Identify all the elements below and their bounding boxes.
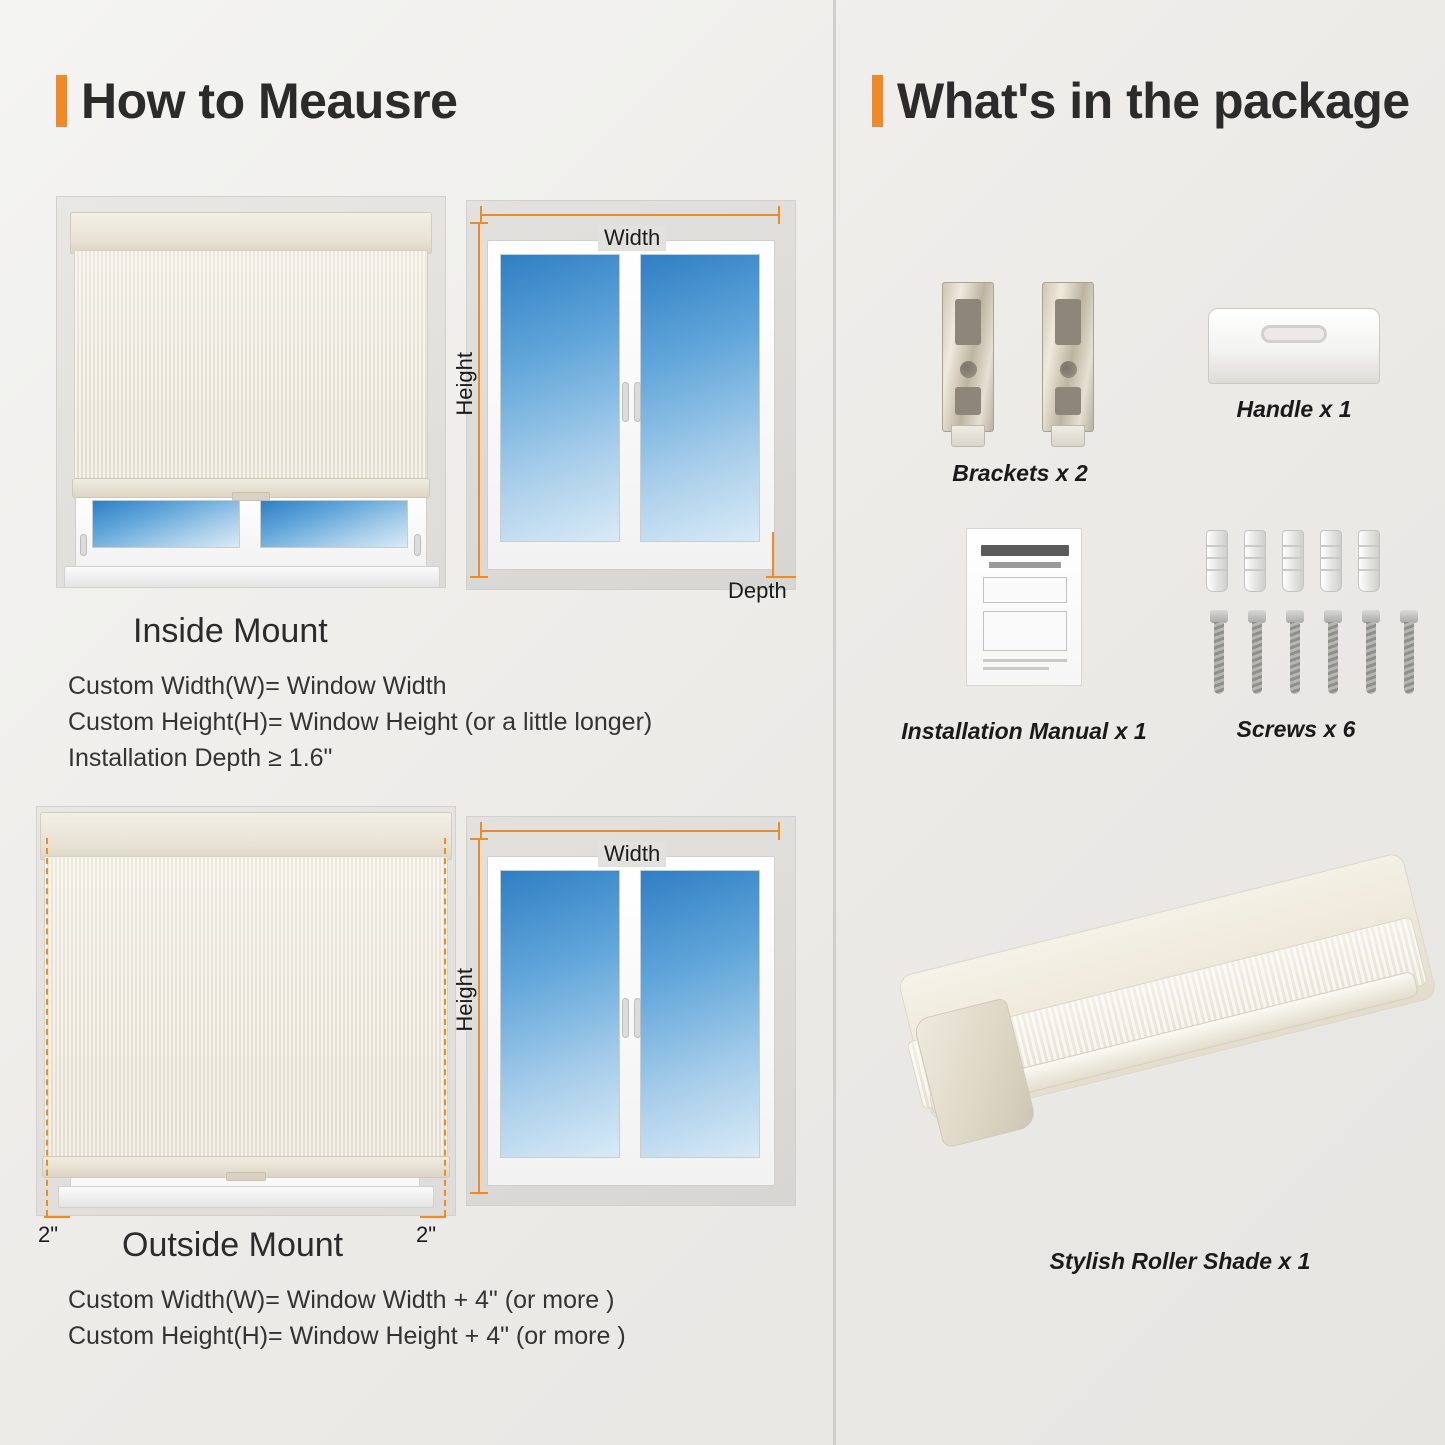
screw-icon: [1210, 610, 1228, 694]
outside-width-label: Width: [598, 841, 666, 867]
inside-mount-title: Inside Mount: [133, 612, 328, 650]
outside-width-line: [480, 830, 780, 832]
outside-measure-handle-left: [622, 998, 629, 1038]
overhang-guide-left: [46, 838, 48, 1216]
shade-fabric: [74, 250, 428, 482]
outside-width-tick-right: [778, 822, 780, 840]
outside-window-sill: [58, 1186, 434, 1208]
screw-icon-3: [1286, 610, 1304, 694]
window-handle-left: [80, 534, 87, 556]
height-tick-bottom: [470, 576, 488, 578]
wall-anchor-icon-4: [1320, 530, 1342, 592]
wall-anchor-icon-5: [1358, 530, 1380, 592]
depth-measure-line: [772, 532, 774, 578]
roller-shade-label: Stylish Roller Shade x 1: [1049, 1248, 1311, 1274]
shade-cassette: [70, 212, 432, 254]
handle-icon: [1208, 308, 1380, 384]
inside-spec-3: Installation Depth ≥ 1.6": [68, 744, 333, 772]
outside-measure-glass-left: [500, 870, 620, 1158]
height-measure-line: [478, 222, 480, 578]
screw-icon-6: [1400, 610, 1418, 694]
measure-handle-left: [622, 382, 629, 422]
window-glass-right: [260, 500, 408, 548]
overhang-label-left: 2": [38, 1222, 59, 1247]
brackets-label: Brackets x 2: [952, 460, 1088, 486]
measure-glass-left: [500, 254, 620, 542]
width-label: Width: [598, 225, 666, 251]
right-panel-heading: [872, 72, 1410, 130]
height-tick-top: [470, 222, 488, 224]
left-heading-label: How to Meausre: [81, 73, 458, 129]
bracket-icon: [942, 282, 994, 432]
depth-label: Depth: [728, 578, 787, 603]
screw-icon-4: [1324, 610, 1342, 694]
left-panel-heading: [56, 72, 457, 130]
window-glass-left: [92, 500, 240, 548]
outside-measure-handle-right: [634, 998, 641, 1038]
window-sill: [64, 566, 440, 588]
outside-spec-2: Custom Height(H)= Window Height + 4" (or more ): [68, 1322, 626, 1350]
bracket-icon-2: [1042, 282, 1094, 432]
wall-anchor-icon: [1206, 530, 1228, 592]
overhang-label-right: 2": [416, 1222, 437, 1247]
outside-height-tick-top: [470, 838, 488, 840]
outside-shade-fabric: [44, 856, 448, 1160]
inside-spec-1: Custom Width(W)= Window Width: [68, 672, 447, 700]
measure-glass-right: [640, 254, 760, 542]
panel-divider: [833, 0, 836, 1445]
width-tick-right: [778, 206, 780, 224]
outside-shade-pull-handle: [226, 1172, 266, 1181]
overhang-tick-right: [420, 1216, 446, 1218]
inside-spec-2: Custom Height(H)= Window Height (or a little longer): [68, 708, 653, 736]
manual-label: Installation Manual x 1: [901, 718, 1147, 744]
width-measure-line: [480, 214, 780, 216]
accent-bar-right: [872, 75, 883, 127]
overhang-tick-left: [44, 1216, 70, 1218]
outside-spec-1: Custom Width(W)= Window Width + 4" (or more ): [68, 1286, 615, 1314]
screws-label: Screws x 6: [1236, 716, 1356, 742]
outside-mount-title: Outside Mount: [122, 1226, 344, 1264]
outside-height-label: Height: [452, 968, 477, 1032]
wall-anchor-icon-2: [1244, 530, 1266, 592]
manual-icon: [966, 528, 1082, 686]
right-heading-label: What's in the package: [897, 73, 1410, 129]
wall-anchor-icon-3: [1282, 530, 1304, 592]
window-handle-right: [414, 534, 421, 556]
accent-bar: [56, 75, 67, 127]
handle-label: Handle x 1: [1236, 396, 1352, 422]
screw-icon-2: [1248, 610, 1266, 694]
outside-height-tick-bottom: [470, 1192, 488, 1194]
outside-height-line: [478, 838, 480, 1194]
outside-shade-cassette: [40, 812, 452, 860]
screw-icon-5: [1362, 610, 1380, 694]
overhang-guide-right: [444, 838, 446, 1216]
roller-shade-icon: [905, 855, 1445, 1255]
shade-pull-handle: [232, 492, 270, 501]
measure-handle-right: [634, 382, 641, 422]
outside-measure-glass-right: [640, 870, 760, 1158]
height-label: Height: [452, 352, 477, 416]
